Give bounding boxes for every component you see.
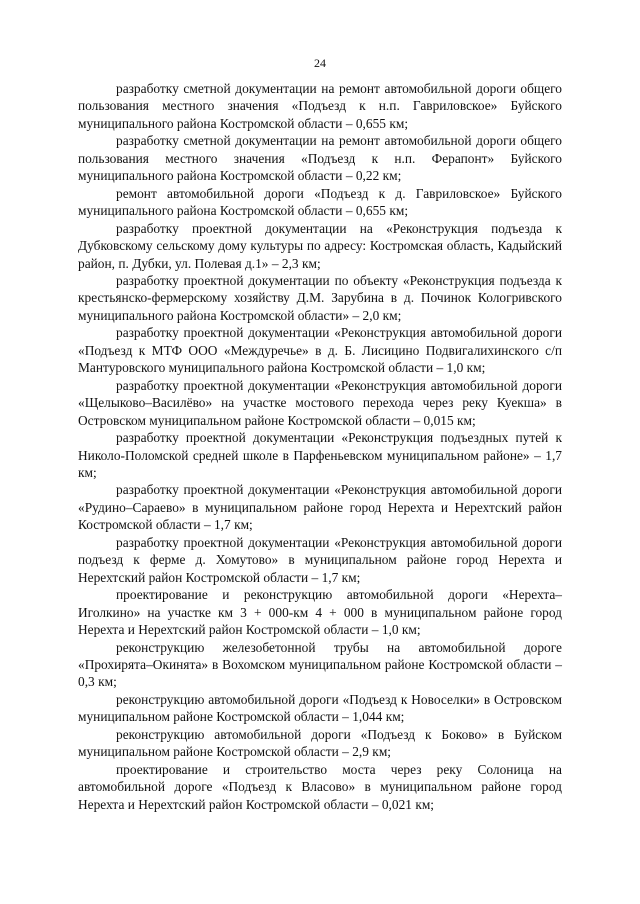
page-number: 24 — [314, 56, 326, 70]
list-item: разработку проектной документации «Реконструкция автомобильной дороги «Подъезд к МТФ ООО «Междуречье» в д. Б. Лисицино Подвигалихинского с/п Мантуровского муниципального района Костромской области – 1,0 км; — [78, 325, 562, 376]
document-body — [78, 80, 562, 813]
list-item: проектирование и реконструкцию автомобильной дороги «Нерехта–Иголкино» на участке км 3 + 000-км 4 + 000 в муниципальном районе город Нерехта и Нерехтский район Костромской области – 1,0 км; — [78, 587, 562, 638]
list-item: разработку сметной документации на ремонт автомобильной дороги общего пользования местного значения «Подъезд к н.п. Ферапонт» Буйского муниципального района Костромской области – 0,22 км; — [78, 133, 562, 184]
list-item: проектирование и строительство моста через реку Солоница на автомобильной дороге «Подъезд к Власово» в муниципальном районе город Нерехта и Нерехтский район Костромской области – 0,021 км; — [78, 761, 562, 812]
list-item: разработку сметной документации на ремонт автомобильной дороги общего пользования местного значения «Подъезд к н.п. Гавриловское» Буйского муниципального района Костромской области – 0,655 км; — [78, 81, 562, 131]
list-item: ремонт автомобильной дороги «Подъезд к д. Гавриловское» Буйского муниципального района Костромской области – 0,655 км; — [78, 185, 562, 219]
list-item: разработку проектной документации «Реконструкция автомобильной дороги подъезд к ферме д. Хомутово» в муниципальном районе город Нерехта и Нерехтский район Костромской области – 1,7 км; — [78, 534, 562, 585]
list-item: разработку проектной документации «Реконструкция подъездных путей к Николо-Поломской средней школе в Парфеньевском муниципальном районе» – 1,7 км; — [78, 430, 562, 480]
list-item: разработку проектной документации «Реконструкция автомобильной дороги «Рудино–Сараево» в муниципальном районе город Нерехта и Нерехтский район Костромской области – 1,7 км; — [78, 482, 562, 533]
list-item: разработку проектной документации на «Реконструкция подъезда к Дубковскому сельскому дому культуры по адресу: Костромская область, Кадыйский район, п. Дубки, ул. Полевая д.1» – 2,3 км; — [78, 220, 562, 271]
list-item: разработку проектной документации «Реконструкция автомобильной дороги «Щелыково–Василёво» на участке мостового перехода через реку Куекша» в Островском муниципальном районе Костромской области – 0,015 км; — [78, 377, 562, 428]
list-item: разработку проектной документации по объекту «Реконструкция подъезда к крестьянско-фермерскому хозяйству Д.М. Зарубина в д. Починок Кологривского муниципального района Костромской области» – 2,0 км; — [78, 272, 562, 323]
list-item: реконструкцию автомобильной дороги «Подъезд к Боково» в Буйском муниципальном районе Костромской области – 2,9 км; — [78, 726, 562, 760]
list-item: реконструкцию автомобильной дороги «Подъезд к Новоселки» в Островском муниципальном районе Костромской области – 1,044 км; — [78, 691, 562, 725]
list-item: реконструкцию железобетонной трубы на автомобильной дороге «Прохирята–Окинята» в Вохомском муниципальном районе Костромской области – 0,3 км; — [78, 639, 562, 690]
